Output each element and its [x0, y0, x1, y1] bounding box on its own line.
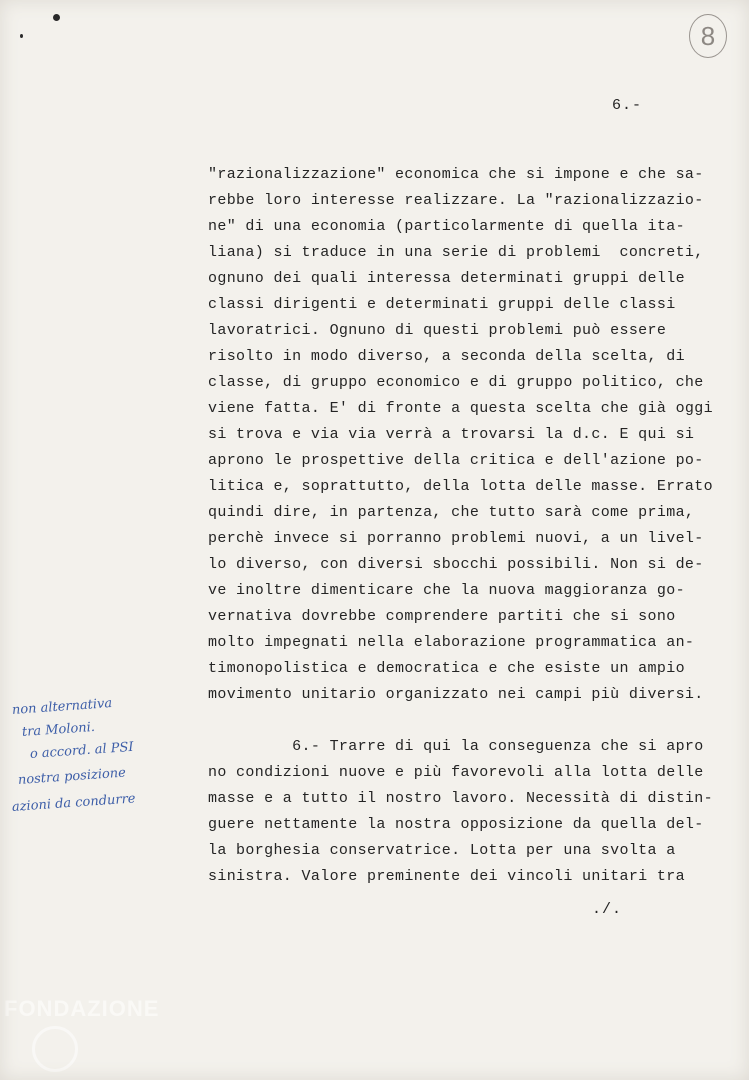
- section-line: guere nettamente la nostra opposizione da quella del-: [208, 816, 704, 833]
- body-line: litica e, soprattutto, della lotta delle masse. Errato: [208, 478, 713, 495]
- margin-note-line: azioni da condurre: [11, 791, 136, 815]
- body-line: "razionalizzazione" economica che si impone e che sa-: [208, 166, 704, 183]
- body-line: aprono le prospettive della critica e dell'azione po-: [208, 452, 704, 469]
- punch-hole-mark: [53, 14, 60, 21]
- watermark-logo-ring: [32, 1026, 78, 1072]
- body-line: viene fatta. E' di fronte a questa scelta che già oggi: [208, 400, 713, 417]
- body-line: perchè invece si porranno problemi nuovi, a un livel-: [208, 530, 704, 547]
- margin-note-line: tra Moloni.: [21, 719, 96, 740]
- ink-speck: [20, 34, 23, 38]
- margin-note-line: o accord. al PSI: [29, 739, 135, 762]
- body-line: lo diverso, con diversi sbocchi possibili. Non si de-: [208, 556, 704, 573]
- section-line: no condizioni nuove e più favorevoli alla lotta delle: [208, 764, 704, 781]
- body-line: rebbe loro interesse realizzare. La "razionalizzazio-: [208, 192, 704, 209]
- body-line: si trova e via via verrà a trovarsi la d.c. E qui si: [208, 426, 695, 443]
- archive-number-stamp: 8: [689, 14, 727, 58]
- margin-note-line: nostra posizione: [17, 765, 127, 788]
- body-line: quindi dire, in partenza, che tutto sarà come prima,: [208, 504, 695, 521]
- section-line: masse e a tutto il nostro lavoro. Necessità di distin-: [208, 790, 713, 807]
- body-line: timonopolistica e democratica e che esiste un ampio: [208, 660, 685, 677]
- margin-note-line: non alternativa: [11, 696, 113, 718]
- foundation-watermark: FONDAZIONE: [4, 996, 160, 1021]
- continuation-mark: ./.: [592, 901, 623, 918]
- body-line: lavoratrici. Ognuno di questi problemi può essere: [208, 322, 667, 339]
- section-line: sinistra. Valore preminente dei vincoli unitari tra: [208, 868, 685, 885]
- body-line: classi dirigenti e determinati gruppi delle classi: [208, 296, 676, 313]
- page-number: 6.-: [612, 97, 643, 114]
- section-line: la borghesia conservatrice. Lotta per una svolta a: [208, 842, 676, 859]
- body-line: molto impegnati nella elaborazione programmatica an-: [208, 634, 695, 651]
- body-line: ognuno dei quali interessa determinati gruppi delle: [208, 270, 685, 287]
- body-line: vernativa dovrebbe comprendere partiti che si sono: [208, 608, 676, 625]
- body-line: ve inoltre dimenticare che la nuova maggioranza go-: [208, 582, 685, 599]
- body-line: risolto in modo diverso, a seconda della scelta, di: [208, 348, 685, 365]
- body-line: ne" di una economia (particolarmente di quella ita-: [208, 218, 685, 235]
- body-line: classe, di gruppo economico e di gruppo politico, che: [208, 374, 704, 391]
- body-line: movimento unitario organizzato nei campi più diversi.: [208, 686, 704, 703]
- body-line: liana) si traduce in una serie di problemi concreti,: [208, 244, 704, 261]
- section-line: 6.- Trarre di qui la conseguenza che si apro: [208, 738, 704, 755]
